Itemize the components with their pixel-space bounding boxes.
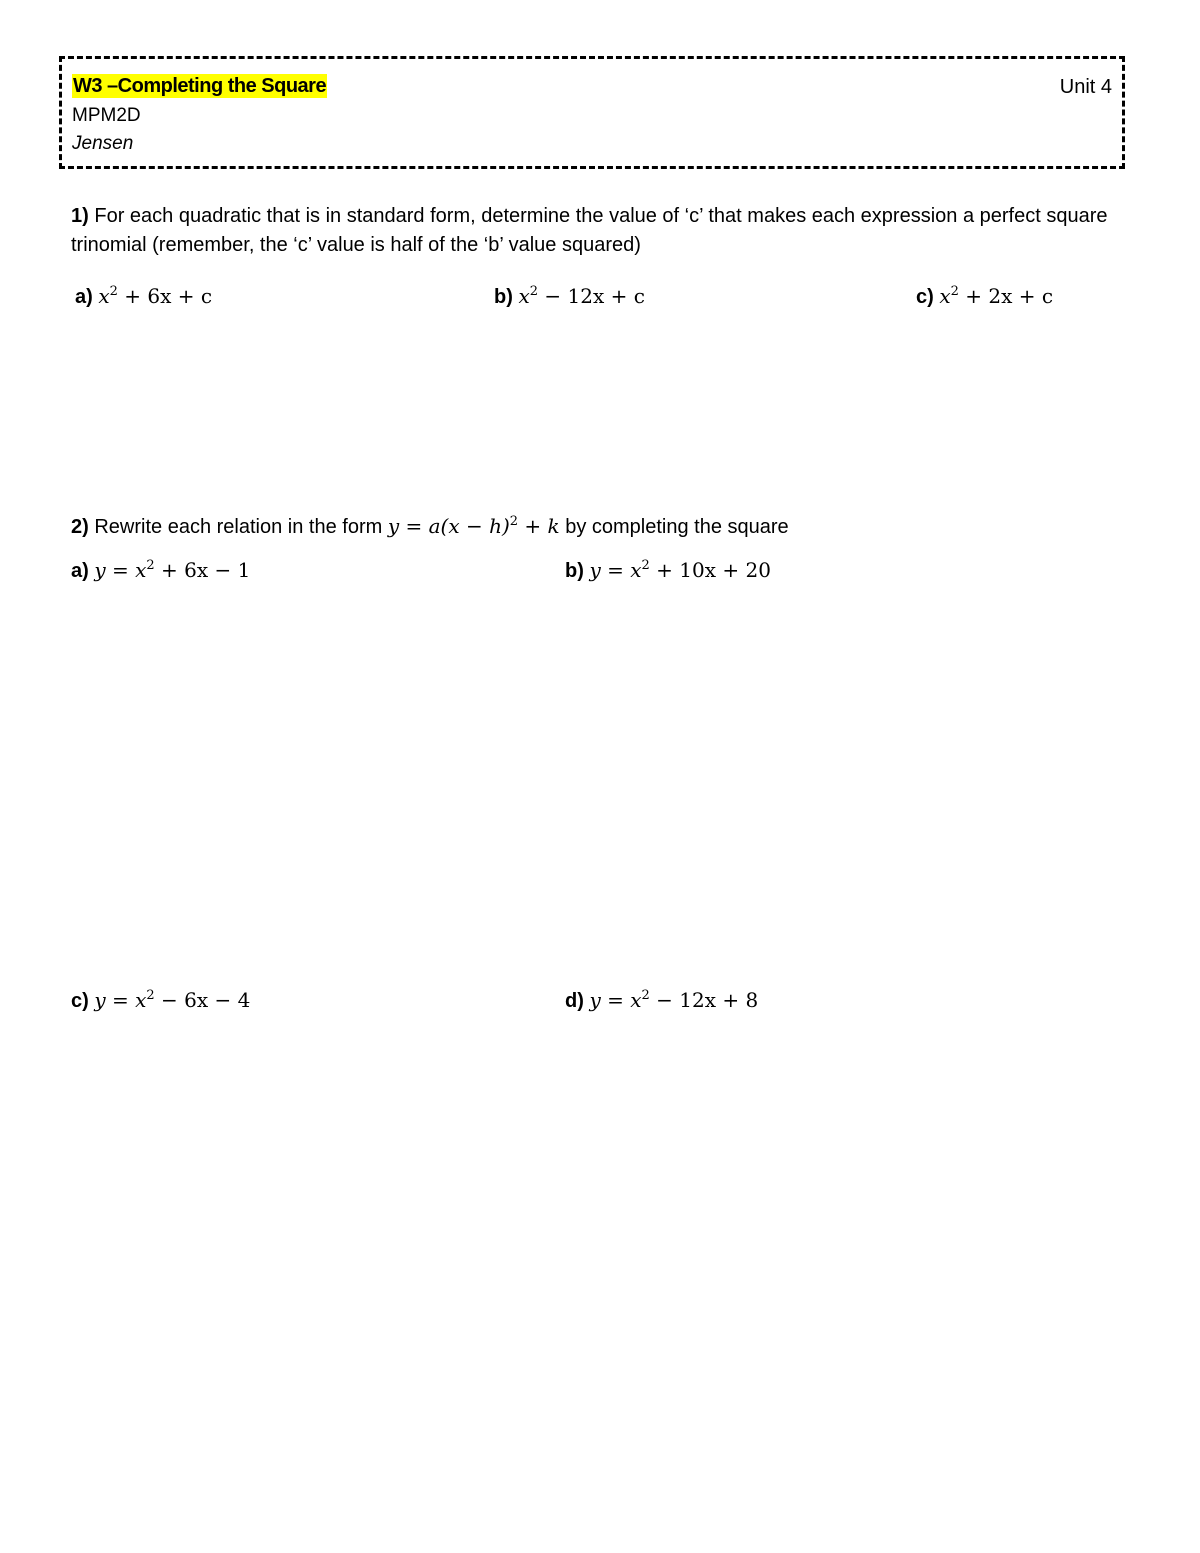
expression: $y = x^2 - 6x - 4$	[94, 988, 251, 1012]
part-label: c)	[916, 286, 934, 308]
part-label: b)	[494, 286, 513, 308]
question-1-prompt	[71, 202, 1141, 260]
question-text: Rewrite each relation in the form	[94, 516, 388, 538]
part-label: a)	[71, 560, 89, 582]
unit-label: Unit 4	[1059, 76, 1112, 98]
part-label: a)	[75, 286, 93, 308]
part-label: c)	[71, 990, 89, 1012]
expression: $y = x^2 + 10x + 20$	[589, 558, 771, 582]
question-2-part-c	[71, 987, 250, 1014]
worksheet-title: W3 –Completing the Square	[73, 75, 327, 97]
part-label: d)	[565, 990, 584, 1012]
question-2-prompt	[71, 512, 1141, 542]
header-box	[59, 56, 1125, 169]
question-1-part-b	[494, 283, 645, 310]
question-1-part-c	[916, 283, 1053, 310]
part-label: b)	[565, 560, 584, 582]
question-2-part-d	[565, 987, 758, 1014]
teacher-name: Jensen	[72, 133, 134, 154]
question-2-part-b	[565, 557, 771, 584]
question-text-end: by completing the square	[559, 516, 789, 538]
question-number: 2)	[71, 516, 89, 538]
question-text: For each quadratic that is in standard form, determine the value of ‘c’ that makes each expression a perfect square trinomial (remember, the ‘c’ value is half of the ‘b’ value squared)	[71, 205, 1108, 256]
expression: $x^2 + 2x + c$	[939, 284, 1054, 308]
question-1-part-a	[75, 283, 212, 310]
vertex-form: $y = a(x - h)^2 + k$	[387, 514, 560, 538]
expression: $y = x^2 - 12x + 8$	[589, 988, 759, 1012]
expression: $x^2 - 12x + c$	[518, 284, 645, 308]
question-2-part-a	[71, 557, 250, 584]
expression: $y = x^2 + 6x - 1$	[94, 558, 251, 582]
course-code: MPM2D	[72, 105, 141, 126]
expression: $x^2 + 6x + c$	[98, 284, 213, 308]
question-number: 1)	[71, 205, 89, 227]
